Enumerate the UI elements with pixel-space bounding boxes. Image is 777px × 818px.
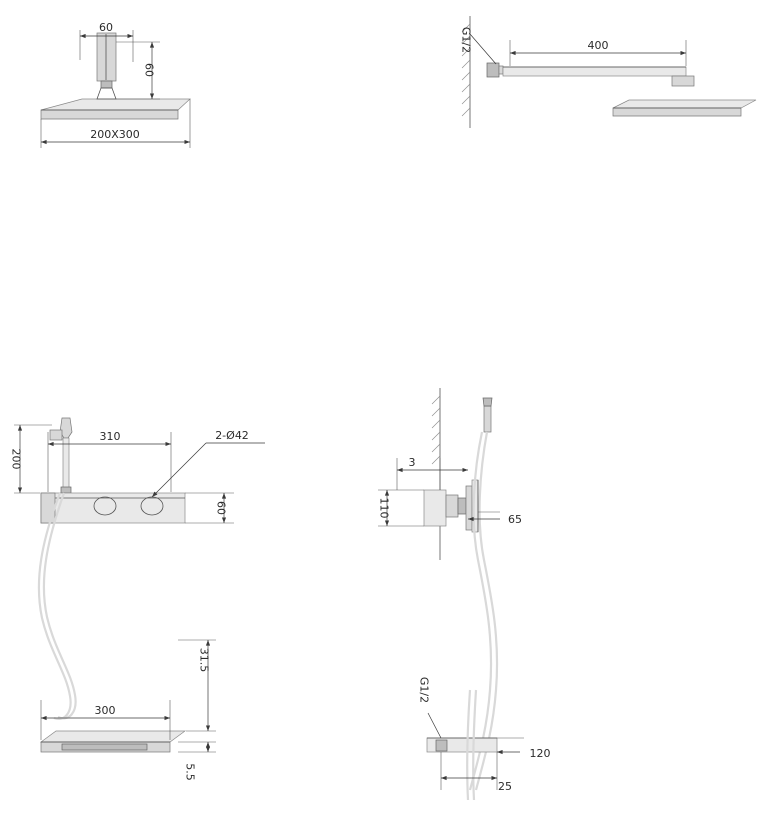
dim-g12-outlet [418, 677, 442, 738]
view-shelf-top [41, 640, 216, 781]
dim-label-120: 120 [529, 747, 551, 760]
dim-label-2-d42: 2-Ø42 [215, 429, 249, 442]
dim-120 [497, 738, 551, 760]
shower-arm-body [487, 63, 694, 86]
shower-hose [39, 493, 71, 719]
dim-label-200: 200 [9, 448, 23, 470]
dim-label-200x300: 200X300 [90, 128, 140, 141]
dim-label-60-top: 60 [99, 21, 113, 34]
shower-head-plate-side [613, 100, 756, 116]
wall-outlet-body [427, 738, 497, 752]
dim-110 [378, 490, 425, 526]
hand-shower-stub [483, 398, 492, 432]
dim-label-g12-arm: G1/2 [459, 26, 473, 54]
view-valve-body [378, 388, 523, 790]
view-thermostatic-shelf [10, 418, 266, 719]
dim-label-60-shelf: 60 [214, 501, 228, 515]
dim-label-65: 65 [508, 513, 522, 526]
view-shower-arm [460, 16, 757, 128]
valve-body-side [424, 480, 478, 532]
dim-label-110: 110 [377, 497, 391, 519]
dim-2-d42 [152, 429, 265, 497]
dim-label-25: 25 [498, 780, 512, 793]
dim-31-5 [178, 640, 216, 731]
wall-hatch-valve [432, 396, 440, 464]
dim-200-left [10, 425, 53, 493]
dim-label-31-5: 31.5 [197, 647, 211, 673]
dim-label-5-5: 5.5 [183, 763, 197, 781]
hand-shower-holder [50, 430, 62, 440]
shower-head-plate [41, 99, 190, 119]
view-wall-outlet [418, 677, 551, 800]
dim-60-shelf [185, 493, 234, 523]
dim-5-5 [178, 742, 216, 781]
dim-label-60-right: 60 [142, 63, 156, 77]
dim-label-3: 3 [408, 456, 416, 469]
dim-label-g12-outlet: G1/2 [417, 676, 431, 704]
dim-60-right [116, 42, 160, 99]
dim-400 [510, 39, 686, 66]
hand-shower [60, 418, 72, 493]
dim-g12-arm [460, 27, 497, 64]
dim-label-400: 400 [587, 39, 609, 52]
shower-head-connector [97, 33, 116, 99]
dim-label-300: 300 [94, 704, 116, 717]
dim-label-310: 310 [99, 430, 121, 443]
view-rain-shower-head [41, 21, 190, 148]
shelf-top-body [41, 731, 185, 752]
dim-3 [397, 456, 468, 490]
